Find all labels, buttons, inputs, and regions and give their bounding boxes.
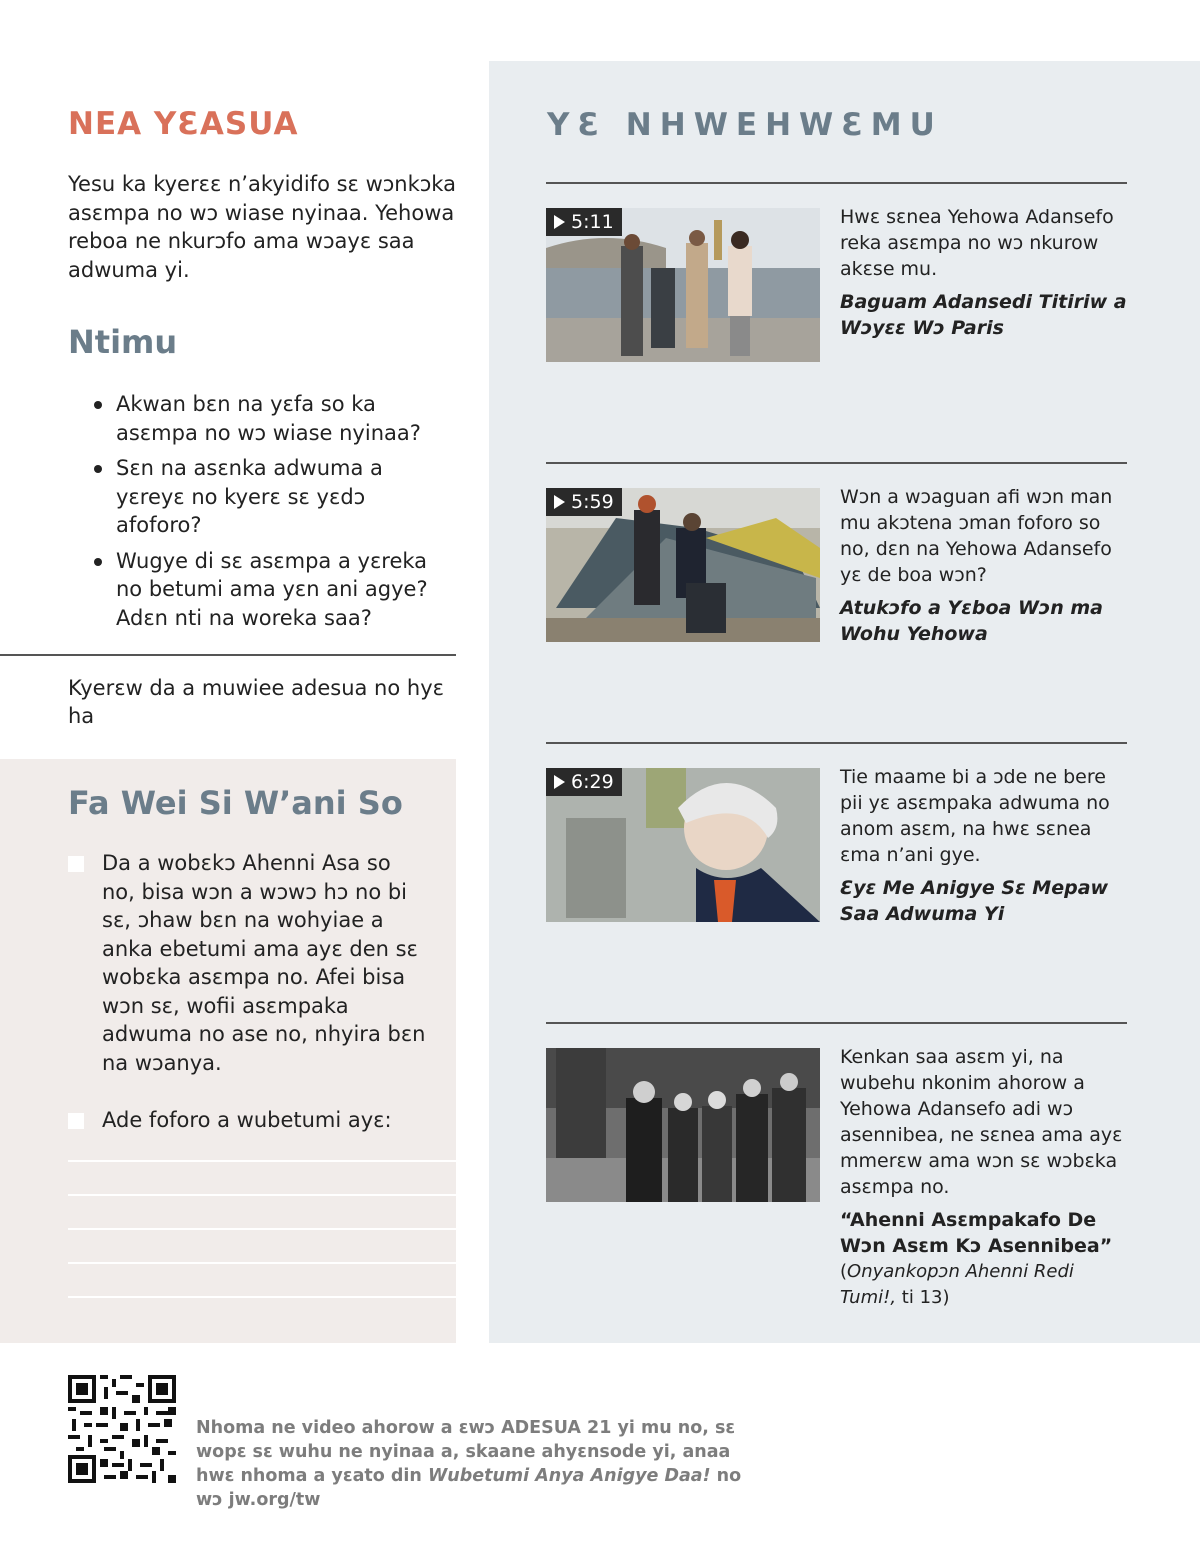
explore-panel xyxy=(489,61,1200,1343)
section-divider xyxy=(0,654,456,656)
video-duration xyxy=(546,488,622,516)
video-duration xyxy=(546,768,622,796)
play-icon xyxy=(554,215,565,229)
source-chapter: ti 13) xyxy=(896,1287,950,1308)
play-icon xyxy=(554,495,565,509)
article-source xyxy=(840,1259,1130,1311)
task-text: Ade foforo a wubetumi ayɛ: xyxy=(102,1108,392,1132)
video-thumbnail[interactable] xyxy=(546,488,820,642)
task-item xyxy=(68,1106,428,1135)
video-title[interactable]: Atukɔfo a Yɛboa Wɔn ma Wohu Yehowa xyxy=(840,597,1103,645)
video-title[interactable]: Ɛyɛ Me Anigye Sɛ Mepaw Saa Adwuma Yi xyxy=(840,877,1109,925)
task-text: Da a wobɛkɔ Ahenni Asa so no, bisa wɔn a wɔwɔ hɔ no bi sɛ, ɔhaw bɛn na wohyiae a anka ebetumi ama ayɛ den sɛ wobɛka asɛmpa no. Afei bisa wɔn sɛ, wofii asɛmpaka adwuma no ase no, nhyira bɛn na wɔanya. xyxy=(102,851,426,1075)
video-duration xyxy=(546,208,622,236)
article-description: Kenkan saa asɛm yi, na wubehu nkonim ahorow a Yehowa Adansefo adi wɔ asennibea, ne sɛnea ama ayɛ mmerɛw ama wɔn sɛ wɔbɛka asɛmpa no. xyxy=(840,1046,1123,1198)
video-description: Tie maame bi a ɔde ne bere pii yɛ asɛmpaka adwuma no anom asɛm, na hwɛ sɛnea ɛma n’ani gye. xyxy=(840,766,1110,866)
article-text xyxy=(840,1044,1130,1311)
video-description: Hwɛ sɛnea Yehowa Adansefo reka asɛmpa no wɔ nkurow akɛse mu. xyxy=(840,206,1114,280)
divider-rule xyxy=(546,182,1127,184)
footer-note xyxy=(196,1416,756,1512)
duration-label: 5:59 xyxy=(571,491,614,513)
study-intro: Yesu ka kyerɛɛ n’akyidifo sɛ wɔnkɔka asɛmpa no wɔ wiase nyinaa. Yehowa reboa ne nkurɔfo ama wɔayɛ saa adwuma yi. xyxy=(68,172,456,282)
divider-rule xyxy=(546,742,1127,744)
divider-rule xyxy=(546,1022,1127,1024)
left-column xyxy=(0,0,456,1343)
study-heading: NEA YƐASUA xyxy=(68,106,299,142)
qr-code-icon[interactable] xyxy=(68,1375,176,1483)
try-this-box xyxy=(0,759,456,1343)
footer-book-title: Wubetumi Anya Anigye Daa! xyxy=(427,1466,711,1486)
video-description: Wɔn a wɔaguan afi wɔn man mu akɔtena ɔman foforo so no, dɛn na Yehowa Adansefo yɛ de boa wɔn? xyxy=(840,486,1113,586)
video-text xyxy=(840,204,1130,341)
article-title[interactable]: “Ahenni Asɛmpakafo De Wɔn Asɛm Kɔ Asennibea” xyxy=(840,1209,1113,1257)
completion-date-prompt: Kyerɛw da a muwiee adesua no hyɛ ha xyxy=(68,676,444,728)
write-in-line[interactable] xyxy=(68,1228,456,1230)
review-question: Akwan bɛn na yɛfa so ka asɛmpa no wɔ wiase nyinaa? xyxy=(94,390,456,447)
checkbox-icon[interactable] xyxy=(68,856,84,872)
task-item xyxy=(68,849,428,1077)
write-in-line[interactable] xyxy=(68,1262,456,1264)
footer-link-text[interactable]: no wɔ jw.org/tw xyxy=(196,1466,742,1510)
video-text xyxy=(840,484,1130,647)
play-icon xyxy=(554,775,565,789)
write-in-line[interactable] xyxy=(68,1296,456,1298)
try-heading: Fa Wei Si W’ani So xyxy=(68,784,403,822)
video-title[interactable]: Baguam Adansedi Titiriw a Wɔyɛɛ Wɔ Paris xyxy=(840,291,1127,339)
write-in-line[interactable] xyxy=(68,1194,456,1196)
duration-label: 6:29 xyxy=(571,771,614,793)
source-book-title: Onyankopɔn Ahenni Redi Tumi!, xyxy=(840,1261,1074,1308)
duration-label: 5:11 xyxy=(571,211,614,233)
video-thumbnail[interactable] xyxy=(546,768,820,922)
video-text xyxy=(840,764,1130,927)
video-thumbnail[interactable] xyxy=(546,208,820,362)
divider-rule xyxy=(546,462,1127,464)
review-question: Wugye di sɛ asɛmpa a yɛreka no betumi ama yɛn ani agye? Adɛn nti na woreka saa? xyxy=(94,547,456,633)
ntimu-heading: Ntimu xyxy=(68,323,178,361)
study-section xyxy=(68,104,456,639)
footer-text: Nhoma ne video ahorow a ɛwɔ ADESUA 21 yi mu no, sɛ wopɛ sɛ wuhu ne nyinaa a, skaane ahyɛnsode yi, anaa hwɛ nhoma a yɛato din xyxy=(196,1418,736,1486)
review-questions xyxy=(68,390,456,632)
review-question: Sɛn na asɛnka adwuma a yɛreyɛ no kyerɛ sɛ yɛdɔ afoforo? xyxy=(94,454,456,540)
explore-heading: YƐ NHWEHWƐMU xyxy=(547,107,943,143)
article-image xyxy=(546,1048,820,1202)
write-in-line[interactable] xyxy=(68,1160,456,1162)
checkbox-icon[interactable] xyxy=(68,1113,84,1129)
source-open: ( xyxy=(840,1261,848,1282)
